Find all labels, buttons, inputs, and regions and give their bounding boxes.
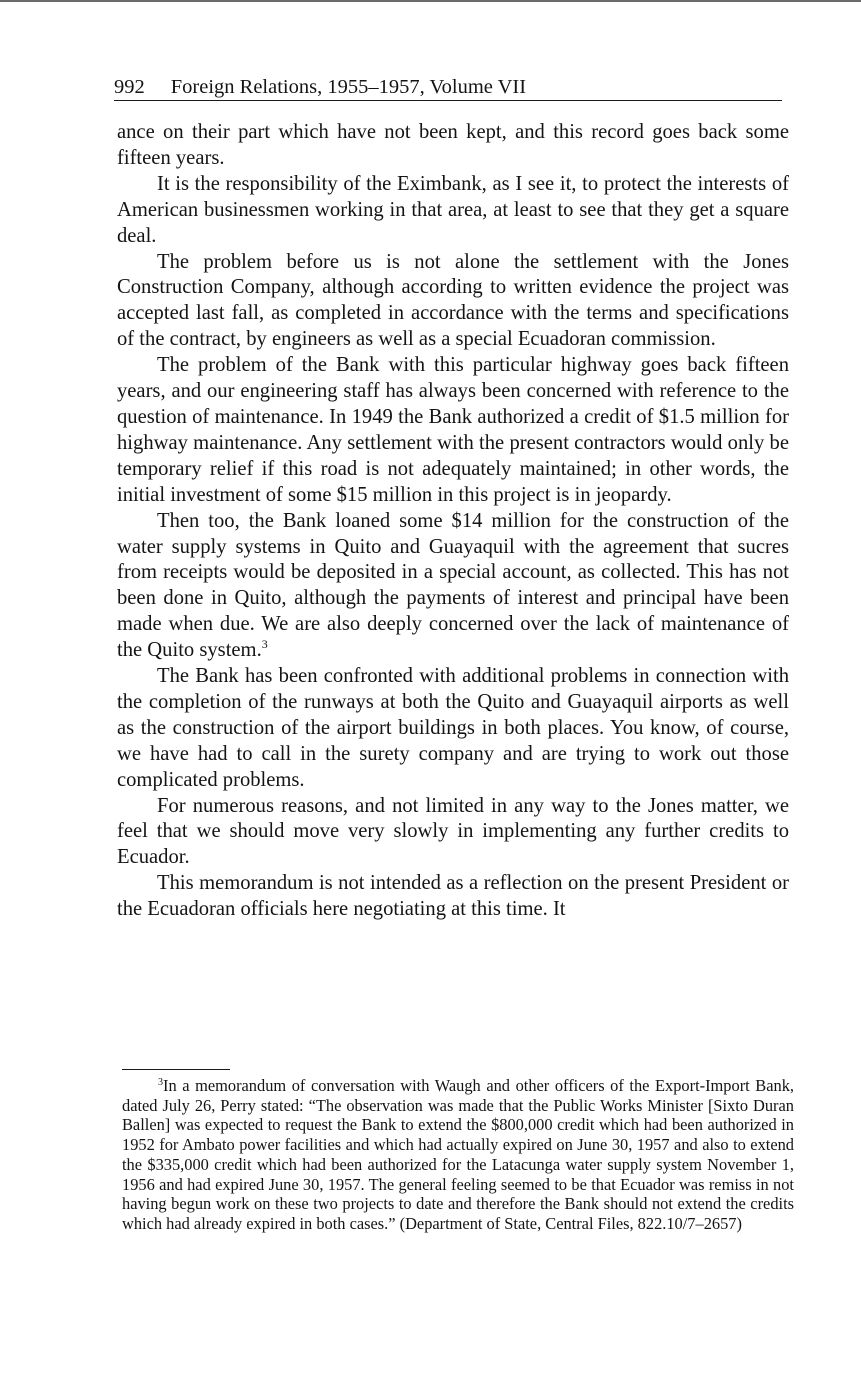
footnote-divider [122, 1069, 230, 1070]
paragraph [117, 509, 789, 664]
paragraph: The problem before us is not alone the settlement with the Jones Construction Company, although according to written evidence the project was accepted last fall, as completed in accordance with the terms and specifications of the contract, by engineers as well as a special Ecuadoran commission. [117, 250, 789, 351]
running-header [114, 74, 782, 101]
paragraph: This memorandum is not intended as a reflection on the present President or the Ecuadoran officials here negotiating at this time. It [117, 872, 789, 921]
footnote-text: In a memorandum of conversation with Waugh and other officers of the Export-Import Bank, dated July 26, Perry stated: “The observation was made that the Public Works Minister [Sixto Duran Ballen] was expected to request the Bank to extend the $800,000 credit which had been authorized in 1952 for Ambato power facilities and which had actually expired on June 30, 1957 and also to extend the $335,000 credit which had been authorized for the Latacunga water supply system November 1, 1956 and had expired June 30, 1957. The general feeling seemed to be that Ecuador was remiss in not having begun work on these two projects to date and therefore the Bank should not extend the credits which had already expired in both cases.” (Department of State, Central Files, 822.10/7–2657) [122, 1076, 794, 1233]
footnote-marker: 3 [158, 1077, 163, 1088]
paragraph: The problem of the Bank with this particular highway goes back fifteen years, and our engineering staff has always been concerned with reference to the question of maintenance. In 1949 the Bank authorized a credit of $1.5 million for highway maintenance. Any settlement with the present contractors would only be temporary relief if this road is not adequately maintained; in other words, the initial investment of some $15 million in this project is in jeopardy. [117, 354, 789, 506]
running-title: Foreign Relations, 1955–1957, Volume VII [170, 76, 527, 98]
paragraph: For numerous reasons, and not limited in any way to the Jones matter, we feel that we should move very slowly in implementing any further credits to Ecuador. [117, 794, 789, 869]
paragraph: The Bank has been confronted with additional problems in connection with the completion of the runways at both the Quito and Guayaquil airports as well as the construction of the airport buildings in both places. You know, of course, we have had to call in the surety company and are trying to work out those complicated problems. [117, 665, 789, 791]
page-number: 992 [114, 76, 145, 98]
paragraph: It is the responsibility of the Eximbank, as I see it, to protect the interests of American businessmen working in that area, at least to see that they get a square deal. [117, 172, 789, 247]
paragraph-text: Then too, the Bank loaned some $14 million for the construction of the water supply systems in Quito and Guayaquil with the agreement that sucres from receipts would be deposited in a special account, as collected. This has not been done in Quito, although the payments of interest and principal have been made when due. We are also deeply concerned over the lack of maintenance of the Quito system. [117, 509, 789, 662]
footnote [122, 1076, 794, 1234]
body-text [117, 120, 789, 923]
footnote-reference: 3 [261, 637, 268, 652]
paragraph-continued: ance on their part which have not been kept, and this record goes back some fifteen years. [117, 121, 789, 169]
